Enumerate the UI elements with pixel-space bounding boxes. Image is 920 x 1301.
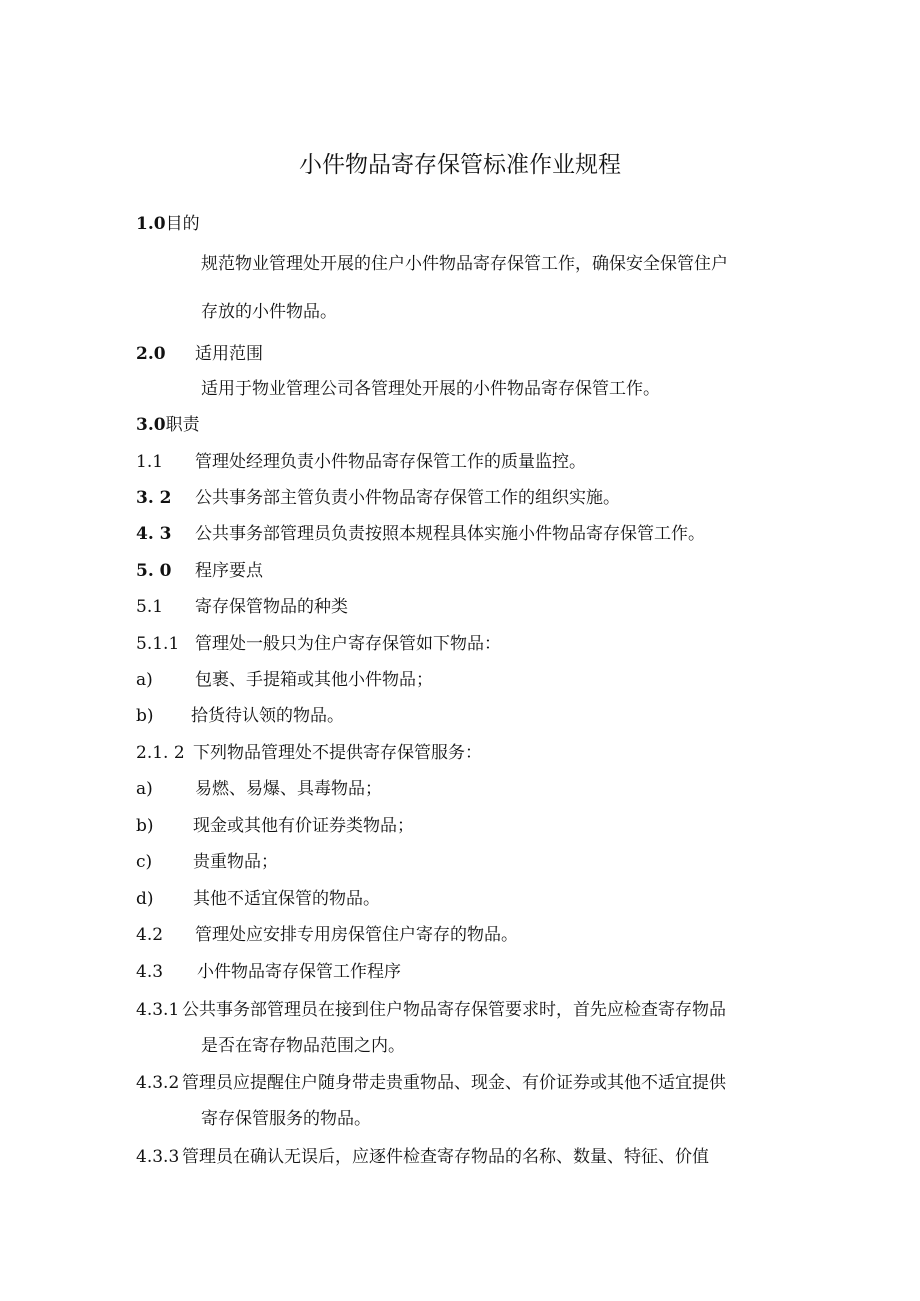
item-4-3-2-text-cont: 寄存保管服务的物品。 (201, 1109, 371, 1129)
item-5-1-text: 寄存保管物品的种类 (195, 597, 348, 617)
item-4-3-number: 4.3 (136, 962, 164, 982)
item-c-label: c) (136, 852, 153, 872)
item-5-1-1-number: 5.1.1 (136, 634, 180, 654)
section-1-heading (136, 212, 200, 236)
item-b-text: 拾货待认领的物品。 (191, 706, 344, 726)
item-2-1-2-number: 2.1. 2 (136, 743, 185, 763)
item-5-1-number: 5.1 (136, 597, 164, 617)
section-title: 职责 (165, 415, 200, 435)
item-4-3-2-text: 管理员应提醒住户随身带走贵重物品、现金、有价证券或其他不适宜提供 (182, 1073, 726, 1093)
section-number: 1.0 (136, 214, 166, 234)
item-4-3-text: 小件物品寄存保管工作程序 (197, 962, 401, 982)
item-d-text: 其他不适宜保管的物品。 (193, 889, 380, 909)
section-5-title: 程序要点 (195, 561, 263, 581)
item-d-label: d) (136, 889, 154, 909)
item-4-2-number: 4.2 (136, 925, 164, 945)
item-b-text: 现金或其他有价证券类物品； (193, 816, 414, 836)
item-a-label: a) (136, 779, 153, 799)
section-2-paragraph: 适用于物业管理公司各管理处开展的小件物品寄存保管工作。 (201, 379, 660, 399)
item-4-3-1-text-cont: 是否在寄存物品范围之内。 (201, 1036, 405, 1056)
section-title: 目的 (165, 214, 200, 234)
section-5-number: 5. 0 (136, 561, 172, 581)
section-1-paragraph-cont: 存放的小件物品。 (201, 302, 337, 322)
item-4-2-text: 管理处应安排专用房保管住户寄存的物品。 (195, 925, 518, 945)
item-2-1-2-text: 下列物品管理处不提供寄存保管服务： (193, 743, 482, 763)
section-number: 3.0 (136, 415, 166, 435)
item-4-3-3-text: 管理员在确认无误后，应逐件检查寄存物品的名称、数量、特征、价值 (182, 1147, 709, 1167)
section-2-title: 适用范围 (195, 344, 263, 364)
resp-2-text: 公共事务部主管负责小件物品寄存保管工作的组织实施。 (195, 488, 620, 508)
item-a-label: a) (136, 670, 153, 690)
item-a-text: 易燃、易爆、具毒物品； (195, 779, 382, 799)
section-3-heading (136, 413, 200, 437)
resp-3-number: 4. 3 (136, 524, 172, 544)
item-4-3-1-number: 4.3.1 (136, 1000, 180, 1020)
document-title: 小件物品寄存保管标准作业规程 (299, 152, 621, 178)
item-4-3-3-number: 4.3.3 (136, 1147, 180, 1167)
section-1-paragraph: 规范物业管理处开展的住户小件物品寄存保管工作，确保安全保管住户 (201, 254, 728, 274)
section-2-number: 2.0 (136, 344, 166, 364)
item-b-label: b) (136, 706, 154, 726)
resp-1-text: 管理处经理负责小件物品寄存保管工作的质量监控。 (195, 452, 586, 472)
item-5-1-1-text: 管理处一般只为住户寄存保管如下物品： (195, 634, 501, 654)
resp-2-number: 3. 2 (136, 488, 172, 508)
item-4-3-2-number: 4.3.2 (136, 1073, 180, 1093)
item-c-text: 贵重物品； (193, 852, 278, 872)
item-4-3-1-text: 公共事务部管理员在接到住户物品寄存保管要求时，首先应检查寄存物品 (182, 1000, 726, 1020)
item-b-label: b) (136, 816, 154, 836)
resp-1-number: 1.1 (136, 452, 164, 472)
item-a-text: 包裹、手提箱或其他小件物品； (195, 670, 433, 690)
resp-3-text: 公共事务部管理员负责按照本规程具体实施小件物品寄存保管工作。 (195, 524, 705, 544)
